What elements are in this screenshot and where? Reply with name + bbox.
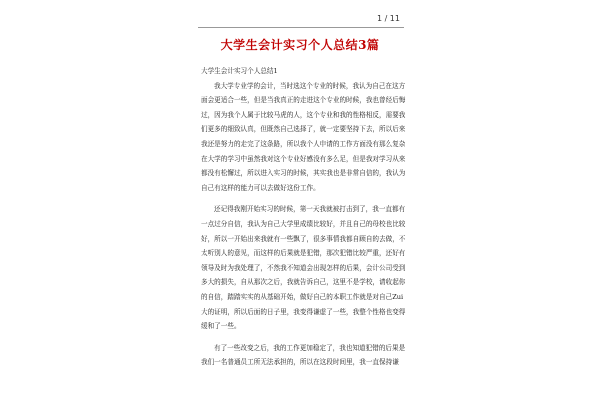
section-heading: 大学生会计实习个人总结1 [201,67,278,75]
document-title: 大学生会计实习个人总结3篇 [220,38,380,52]
page-number: 1 / 11 [376,14,400,23]
paragraph-2: 还记得我刚开始实习的时候，第一天我就被打击到了，我一直都有一点过分自信，我认为自己大学里成绩比较好，并且自己的母校也比较好，所以一开始出来我就有一些飘了，很多事情我都自顾自的去做，不太听别人的意见，而这样的后果就是犯错，那次犯错比较严重，还好有领导及时为我处理了，不然我不知道会出现怎样的后果，会计公司受到多大的损失，自从那次之后，我就告诉自己，这里不是学校，请收起你的自信，踏踏实实的从基础开始，做好自己的本职工作就是对自己Zui大的证明，所以后面的日子里，我变得谦虚了一些，我整个性格也变得缓和了一些。 [201,205,406,331]
paragraph-3: 有了一些改变之后，我的工作更加稳定了，我也知道犯错的后果是我们一名普通员工所无法承担的，所以在这段时间里，我一直保持谦 [201,343,406,367]
document-body [201,64,406,370]
header-rule [198,27,404,28]
paragraph-1: 我大学专业学的会计，当时选这个专业的时候，我认为自己在这方面会更适合一些，但是当我真正的走进这个专业的时候，我也曾经后悔过，因为我个人属于比较马虎的人，这个专业和我的性格相反，需要我们更多的细致认真，但既然自己选择了，就一定要坚持下去，所以后来我还是努力的走完了这条路，所以我个人申请的工作方面没有那么复杂在大学的学习中虽然我对这个专业好感没有多么足，但是我对学习从来都没有松懈过，所以进入实习的时候，其实我也是非常自信的，我认为自己有这样的能力可以去做好这份工作。 [201,81,406,192]
